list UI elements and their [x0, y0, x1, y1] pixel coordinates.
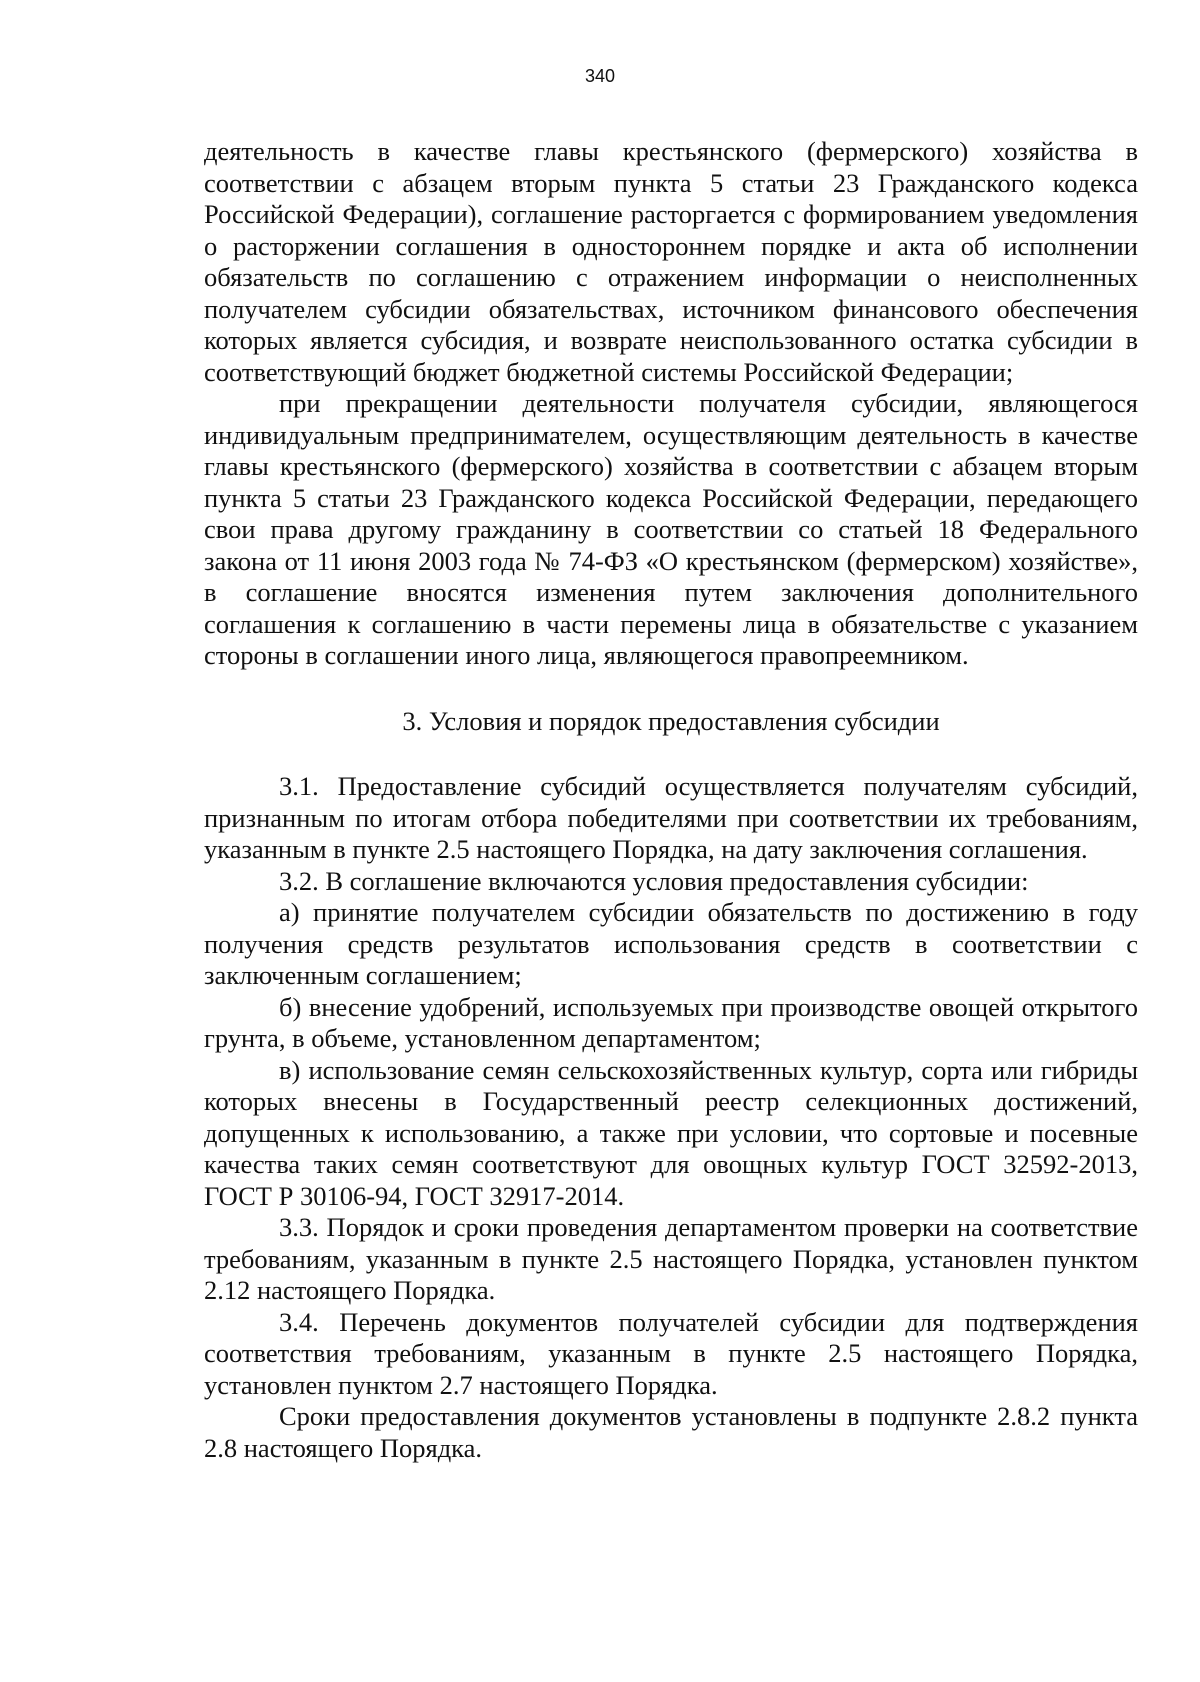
paragraph-continuation: деятельность в качестве главы крестьянского (фермерского) хозяйства в соответствии с абзацем вторым пункта 5 статьи 23 Гражданского кодекса Российской Федерации), соглашение расторгается с формированием уведомления о расторжении соглашения в одностороннем порядке и акта об исполнении обязательств по соглашению с отражением информации о неисполненных получателем субсидии обязательствах, источником финансового обеспечения которых является субсидия, и возврате неиспользованного остатка субсидии в соответствующий бюджет бюджетной системы Российской Федерации; — [204, 136, 1138, 387]
paragraph-3-1: 3.1. Предоставление субсидий осуществляется получателям субсидий, признанным по итогам отбора победителями при соответствии их требованиям, указанным в пункте 2.5 настоящего Порядка, на дату заключения соглашения. — [204, 771, 1138, 864]
spacer — [204, 672, 1138, 706]
page-number: 340 — [584, 66, 616, 86]
paragraph-3-3: 3.3. Порядок и сроки проведения департаментом проверки на соответствие требованиям, указанным в пункте 2.5 настоящего Порядка, установлен пунктом 2.12 настоящего Порядка. — [204, 1212, 1138, 1305]
paragraph-termination-rights: при прекращении деятельности получателя субсидии, являющегося индивидуальным предпринимателем, осуществляющим деятельность в качестве главы крестьянского (фермерского) хозяйства в соответствии с абзацем вторым пункта 5 статьи 23 Гражданского кодекса Российской Федерации, передающего свои права другому гражданину в соответствии со статьей 18 Федерального закона от 11 июня 2003 года № 74-ФЗ «О крестьянском (фермерском) хозяйстве», в соглашение вносятся изменения путем заключения дополнительного соглашения к соглашению в части перемены лица в обязательстве с указанием стороны в соглашении иного лица, являющегося правопреемником. — [204, 388, 1138, 670]
paragraph-3-2-v: в) использование семян сельскохозяйственных культур, сорта или гибриды которых внесены в Государственный реестр селекционных достижений, допущенных к использованию, а также при условии, что сортовые и посевные качества таких семян соответствуют для овощных культур ГОСТ 32592-2013, ГОСТ Р 30106-94, ГОСТ 32917-2014. — [204, 1054, 1138, 1211]
spacer — [204, 737, 1138, 771]
section-heading: 3. Условия и порядок предоставления субсидии — [402, 705, 940, 736]
paragraph-deadlines: Сроки предоставления документов установлены в подпункте 2.8.2 пункта 2.8 настоящего Порядка. — [204, 1401, 1138, 1463]
document-body — [204, 136, 1138, 1464]
paragraph-3-2: 3.2. В соглашение включаются условия предоставления субсидии: — [279, 865, 1029, 896]
paragraph-3-2-b: б) внесение удобрений, используемых при производстве овощей открытого грунта, в объеме, установленном департаментом; — [204, 991, 1138, 1053]
paragraph-3-4: 3.4. Перечень документов получателей субсидии для подтверждения соответствия требованиям, указанным в пункте 2.5 настоящего Порядка, установлен пунктом 2.7 настоящего Порядка. — [204, 1306, 1138, 1400]
paragraph-3-2-a: а) принятие получателем субсидии обязательств по достижению в году получения средств результатов использования средств в соответствии с заключенным соглашением; — [204, 897, 1138, 990]
